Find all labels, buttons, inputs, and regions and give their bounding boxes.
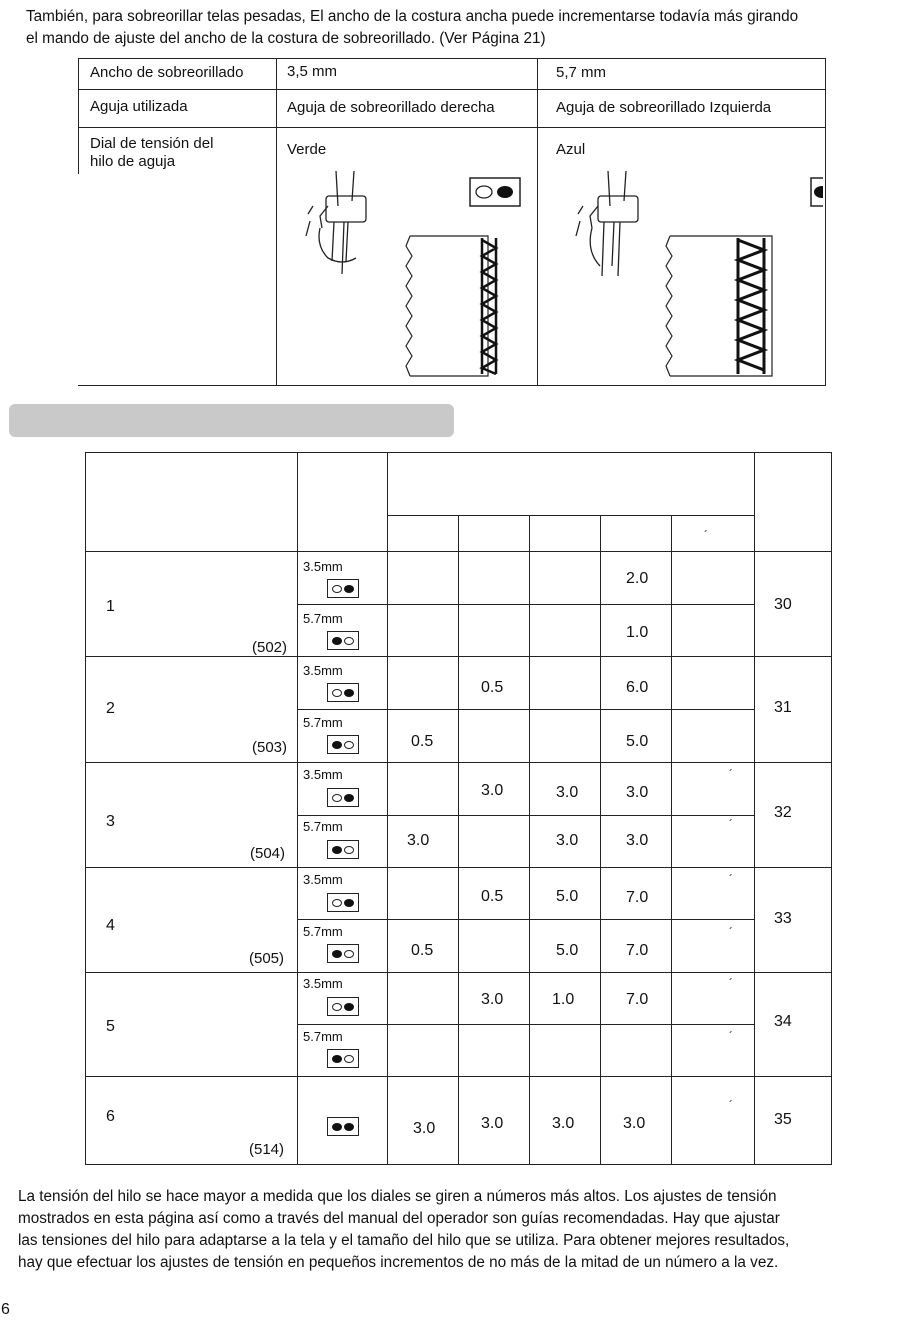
tension-value: 0.5	[481, 679, 504, 696]
tick-mark: ´	[729, 817, 733, 831]
sub-row-divider	[297, 604, 754, 605]
note-line-1: La tensión del hilo se hace mayor a medida que los diales se giren a números más altos. Los ajustes de tensión	[18, 1188, 777, 1205]
tension-value: 7.0	[626, 889, 649, 906]
left-needle-icon	[327, 1049, 359, 1068]
intro-paragraph	[26, 6, 906, 50]
tension-value: 0.5	[481, 888, 504, 905]
tension-value: 3.0	[481, 991, 504, 1008]
left-needle-icon	[327, 735, 359, 754]
row-number: 1	[106, 598, 115, 615]
tension-value: 5.0	[556, 942, 579, 959]
tick-mark: ´	[729, 976, 733, 990]
note-line-2: mostrados en esta página así como a través del manual del operador son guías recomendadas. Hay que ajustar	[18, 1210, 780, 1227]
row-number: 2	[106, 700, 115, 717]
page-reference: 33	[774, 910, 792, 927]
stitch-code: (514)	[249, 1141, 285, 1158]
row-divider	[86, 867, 831, 868]
width-label: 5.7mm	[303, 715, 343, 730]
row-divider	[86, 1076, 831, 1077]
sub-row-divider	[297, 815, 754, 816]
row-divider	[86, 656, 831, 657]
row-number: 5	[106, 1018, 115, 1035]
column-divider	[276, 58, 277, 386]
column-divider	[529, 515, 530, 1164]
tension-value: 3.0	[407, 832, 430, 849]
needle-left: Aguja de sobreorillado Izquierda	[556, 99, 772, 116]
right-needle-icon	[327, 893, 359, 912]
right-needle-illustration	[298, 166, 528, 381]
tick-mark: ´	[729, 1098, 733, 1112]
right-needle-icon	[327, 579, 359, 598]
width-label: 5.7mm	[303, 819, 343, 834]
column-divider	[754, 453, 755, 1164]
tension-value: 3.0	[623, 1115, 646, 1132]
width-label: Ancho de sobreorillado	[90, 64, 244, 81]
tension-value: 1.0	[552, 991, 575, 1008]
page-reference: 31	[774, 699, 792, 716]
intro-line-1: También, para sobreorillar telas pesadas, El ancho de la costura ancha puede incrementarse todavía más girando	[26, 8, 799, 25]
header-tick: ´	[704, 528, 708, 542]
column-divider	[671, 515, 672, 1164]
page-reference: 34	[774, 1013, 792, 1030]
width-5-7: 5,7 mm	[556, 64, 607, 81]
column-divider	[537, 58, 538, 386]
tick-mark: ´	[729, 925, 733, 939]
row-divider	[86, 972, 831, 973]
page-reference: 35	[774, 1111, 792, 1128]
tension-value: 3.0	[626, 784, 649, 801]
tension-settings-table	[85, 452, 832, 1165]
tension-value: 7.0	[626, 942, 649, 959]
tension-note	[18, 1186, 913, 1274]
column-divider	[600, 515, 601, 1164]
sub-row-divider	[297, 709, 754, 710]
left-needle-icon	[327, 944, 359, 963]
color-blue: Azul	[556, 141, 586, 158]
left-needle-icon	[327, 840, 359, 859]
column-divider	[297, 453, 298, 1164]
note-line-3: las tensiones del hilo para adaptarse a la tela y el tamaño del hilo que se utiliza. Para obtener mejores resultados,	[18, 1232, 790, 1249]
tension-value: 3.0	[556, 832, 579, 849]
tick-mark: ´	[729, 872, 733, 886]
width-label: 3.5mm	[303, 976, 343, 991]
row-number: 6	[106, 1108, 115, 1125]
width-label: 5.7mm	[303, 611, 343, 626]
sub-row-divider	[297, 1024, 754, 1025]
page-number: 6	[1, 1301, 10, 1318]
row-divider	[86, 762, 831, 763]
header-divider	[387, 515, 754, 516]
left-needle-illustration	[558, 166, 823, 381]
note-line-4: hay que efectuar los ajustes de tensión en pequeños incrementos de no más de la mitad de un número a la vez.	[18, 1254, 779, 1271]
column-divider	[78, 128, 79, 174]
stitch-code: (503)	[252, 739, 288, 756]
dial-label-line-1: Dial de tensión del	[90, 135, 214, 152]
color-green: Verde	[287, 141, 327, 158]
tension-value: 1.0	[626, 624, 649, 641]
tension-value: 3.0	[481, 782, 504, 799]
tension-value: 5.0	[556, 888, 579, 905]
column-divider	[387, 453, 388, 1164]
tension-value: 6.0	[626, 679, 649, 696]
row-number: 4	[106, 917, 115, 934]
intro-line-2: el mando de ajuste del ancho de la costura de sobreorillado. (Ver Página 21)	[26, 30, 546, 47]
tension-value: 5.0	[626, 733, 649, 750]
needle-label: Aguja utilizada	[90, 98, 188, 115]
column-divider	[458, 515, 459, 1164]
tension-value: 3.0	[552, 1115, 575, 1132]
header-bottom	[86, 551, 831, 552]
overlock-width-table	[78, 58, 826, 386]
width-3-5: 3,5 mm	[287, 63, 338, 80]
row-number: 3	[106, 813, 115, 830]
width-label: 3.5mm	[303, 559, 343, 574]
stitch-code: (505)	[249, 950, 285, 967]
tension-value: 3.0	[626, 832, 649, 849]
tension-value: 3.0	[413, 1120, 436, 1137]
page-reference: 30	[774, 596, 792, 613]
tension-value: 3.0	[481, 1115, 504, 1132]
tension-value: 0.5	[411, 942, 434, 959]
both-needles-icon	[327, 1117, 359, 1136]
width-label: 3.5mm	[303, 663, 343, 678]
width-label: 3.5mm	[303, 872, 343, 887]
right-needle-icon	[327, 997, 359, 1016]
tick-mark: ´	[729, 1029, 733, 1043]
sub-row-divider	[297, 919, 754, 920]
section-banner	[9, 404, 454, 437]
width-label: 3.5mm	[303, 767, 343, 782]
tension-value: 3.0	[556, 784, 579, 801]
width-label: 5.7mm	[303, 924, 343, 939]
right-needle-icon	[327, 683, 359, 702]
page-reference: 32	[774, 804, 792, 821]
dial-label-line-2: hilo de aguja	[90, 153, 176, 170]
stitch-code: (502)	[252, 639, 288, 656]
tension-value: 7.0	[626, 991, 649, 1008]
left-needle-icon	[327, 631, 359, 650]
stitch-code: (504)	[250, 845, 286, 862]
width-label: 5.7mm	[303, 1029, 343, 1044]
right-needle-icon	[327, 788, 359, 807]
tension-value: 2.0	[626, 570, 649, 587]
tick-mark: ´	[729, 767, 733, 781]
needle-right: Aguja de sobreorillado derecha	[287, 99, 495, 116]
tension-value: 0.5	[411, 733, 434, 750]
